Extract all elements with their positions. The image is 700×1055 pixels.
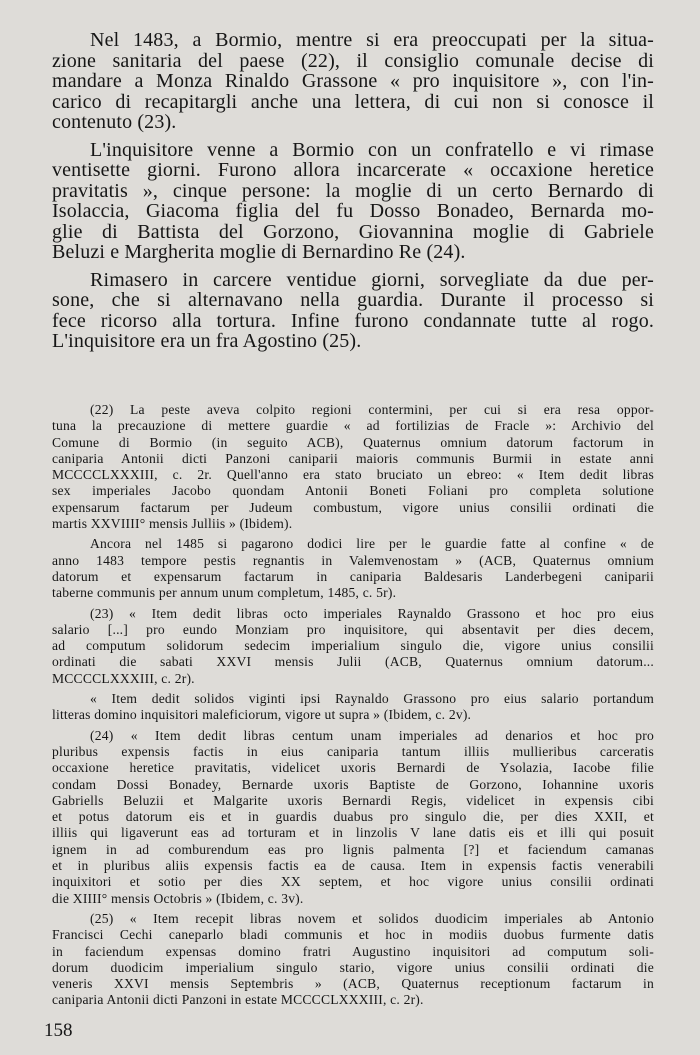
text-line: fece ricorso alla tortura. Infine furono condannate tutte al rogo. (52, 309, 654, 332)
note-line: Ancora nel 1485 si pagarono dodici lire per le guardie fatte al confine « de (90, 536, 654, 552)
note-line: et in pluribus aliis expensis factis ea de causa. Item in expensis factis venerabili (52, 858, 654, 874)
note-line: occaxione heretice pravitatis, videlicet uxoris Bernardi de Ysolazia, Iacobe filie (52, 760, 654, 776)
note-line: Comune di Bormio (in seguito ACB), Quaternus omnium datorum factorum in (52, 434, 654, 450)
note-line: in faciendum expensas domino fratri Augustino inquisitori ad computum soli- (52, 943, 654, 959)
note-line: pluribus expensis factis in eius caniparia tantum illiis mullieribus carceratis (52, 743, 654, 759)
note-line: litteras domino inquisitori maleficiorum, vigore ut supra » (Ibidem, c. 2v). (52, 707, 472, 723)
footnotes (52, 402, 654, 1013)
note-line: martis XXVIIII° mensis Julliis » (Ibidem). (52, 516, 293, 532)
main-text (52, 30, 654, 359)
text-line: pravitatis », cinque persone: la moglie di un certo Bernardo di (52, 179, 654, 202)
note-line: Gabriells Beluzii et Malgarite uxoris Bernardi Regis, videlicet in expensis cibi (52, 792, 654, 808)
footnote-23-cont (52, 691, 654, 724)
note-line: ad computum solidorum sedecim imperialium singulo die, vigore unius consilii (52, 638, 654, 654)
text-line: L'inquisitore era un fra Agostino (25). (52, 330, 362, 352)
note-line: et potus datorum eis et in guardis duabus pro singulo die, per dies XXII, et (52, 809, 654, 825)
note-line: inquixitori et sotio per dies XX septem, et hoc vigore unius consilii ordinati (52, 874, 654, 890)
text-line: ventisette giorni. Furono allora incarcerate « occaxione heretice (52, 159, 654, 181)
footnote-25 (52, 911, 654, 1009)
note-line: caniparia Antonii dicti Panzoni caniparii maioris communis Burmii in estate anni (52, 450, 654, 466)
text-line: sone, che si alternavano nella guardia. Durante il processo si (52, 289, 654, 311)
note-line: salario [...] pro eundo Monziam pro inquisitore, qui absentavit per dies decem, (52, 621, 654, 637)
note-line: datorum et expensarum factarum in caniparia Baldesaris Landerbegeni caniparii (52, 568, 654, 584)
note-line: ordinati die sabati XXVI mensis Julii (ACB, Quaternus omnium datorum... (52, 654, 654, 670)
paragraph (52, 30, 654, 133)
note-line: condam Dossi Bonadey, Bernarde uxoris Baptiste de Gorzono, Iohannine uxoris (52, 776, 654, 792)
page-number: 158 (44, 1020, 73, 1041)
note-line: (25) « Item recepit libras novem et solidos duodicim imperiales ab Antonio (90, 910, 654, 926)
note-line: Francisci Cechi caneparlo bladi communis et hoc in modiis duobus furmente datis (52, 927, 654, 943)
note-line: expensarum factarum per Judeum combustum, vigore unius consilii ordinati die (52, 499, 654, 515)
paragraph (52, 140, 654, 263)
note-line: (23) « Item dedit libras octo imperiales Raynaldo Grassono et hoc pro eius (90, 605, 654, 621)
note-line: dorum duodicim imperialium singulo stario, vigore unius consilii ordinati die (52, 959, 654, 975)
text-line: L'inquisitore venne a Bormio con un confratello e vi rimase (90, 138, 654, 161)
note-line: illiis qui ligaverunt eas ad torturam et in linzolis V lane datis eis et illi qui posuit (52, 825, 654, 841)
note-line: caniparia Antonii dicti Panzoni in estate MCCCCLXXXIII, c. 2r). (52, 992, 424, 1008)
paragraph (52, 270, 654, 352)
text-line: glie di Battista del Gorzono, Giovannina moglie di Gabriele (52, 220, 654, 243)
note-line: sex imperiales Jacobo quondam Antonii Boneti Foliani pro completa solutione (52, 483, 654, 499)
note-line: (24) « Item dedit libras centum unam imperiales ad denarios et hoc pro (90, 727, 654, 743)
footnote-23 (52, 606, 654, 687)
text-line: contenuto (23). (52, 111, 177, 133)
text-line: carico di recapitargli anche una lettera, di cui non si conosce il (52, 90, 654, 113)
text-line: Nel 1483, a Bormio, mentre si era preoccupati per la situa- (90, 29, 654, 51)
text-line: Beluzi e Margherita moglie di Bernardino Re (24). (52, 241, 466, 263)
note-line: MCCCCLXXXIII, c. 2r). (52, 670, 195, 686)
text-line: mandare a Monza Rinaldo Grassone « pro inquisitore », con l'in- (52, 70, 654, 92)
note-line: tuna la precauzione di mettere guardie « ad fortilizias de Fracle »: Archivio del (52, 418, 654, 434)
note-line: MCCCCLXXXIII, c. 2r. Quell'anno era stato bruciato un ebreo: « Item dedit libras (52, 467, 654, 483)
note-line: ignem in ad comburendum eas pro lignis palmenta [?] et faciendum camanas (52, 841, 654, 857)
note-line: taberne communis per annum unum completum, 1485, c. 5r). (52, 585, 397, 601)
footnote-22-cont (52, 536, 654, 601)
text-line: zione sanitaria del paese (22), il consiglio comunale decise di (52, 49, 654, 72)
note-line: veneris XXVI mensis Septembris » (ACB, Quaternus receptionum factarum in (52, 976, 654, 992)
note-line: anno 1483 tempore pestis regnantis in Valemvenostam » (ACB, Quaternus omnium (52, 552, 654, 568)
note-line: die XIIII° mensis Octobris » (Ibidem, c. 3v). (52, 890, 304, 906)
note-line: « Item dedit solidos viginti ipsi Raynaldo Grassono pro eius salario portandum (90, 691, 654, 707)
text-line: Isolaccia, Giacoma figlia del fu Dosso Bonadeo, Bernarda mo- (52, 200, 654, 222)
text-line: Rimasero in carcere ventidue giorni, sorvegliate da due per- (90, 268, 654, 291)
note-line: (22) La peste aveva colpito regioni contermini, per cui si era resa oppor- (90, 402, 654, 417)
footnote-22 (52, 402, 654, 532)
footnote-24 (52, 728, 654, 907)
